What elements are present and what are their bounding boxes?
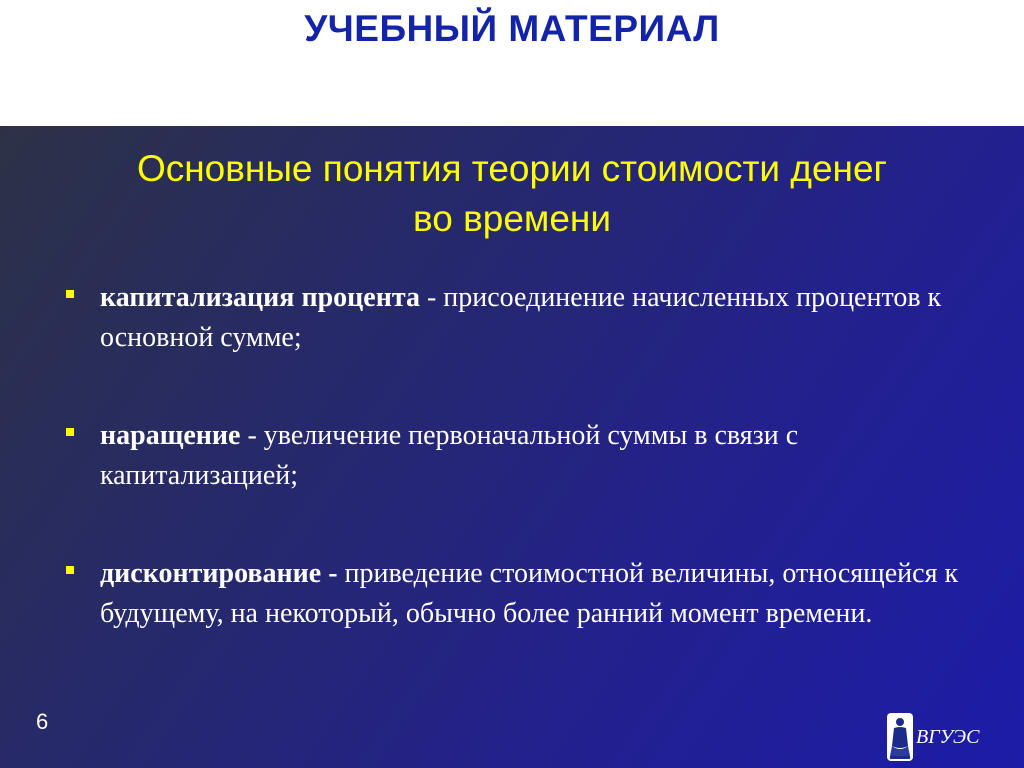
logo-text: ВГУЭС (916, 726, 980, 748)
page-number: 6 (36, 709, 49, 734)
university-logo (886, 712, 996, 764)
bullet-term: наращение (100, 420, 241, 451)
bullet-term: капитализация процента (100, 282, 420, 313)
bullet-definition: - присоединение начисленных процентов к основной сумме; (100, 282, 942, 353)
bullet-square-icon (66, 290, 74, 298)
bullet-square-icon (66, 428, 74, 436)
bullet-term: дисконтирование - (100, 558, 345, 589)
bullet-text (100, 416, 960, 496)
bullet-definition: приведение стоимостной величины, относящейся к будущему, на некоторый, обычно более ранний момент времени. (100, 558, 959, 629)
bullet-square-icon (66, 566, 74, 574)
bullet-text (100, 278, 960, 358)
slide-heading-line-1: Основные понятия теории стоимости денег (136, 148, 888, 189)
top-banner (0, 0, 1024, 126)
bullet-list (0, 126, 1024, 768)
slide-body (0, 126, 1024, 768)
bullet-text (100, 554, 960, 634)
banner-title: УЧЕБНЫЙ МАТЕРИАЛ (304, 8, 720, 49)
bullet-definition: - увеличение первоначальной суммы в связи с капитализацией; (100, 420, 799, 491)
statue-icon (886, 712, 914, 762)
slide-heading-line-2: во времени (412, 198, 612, 239)
